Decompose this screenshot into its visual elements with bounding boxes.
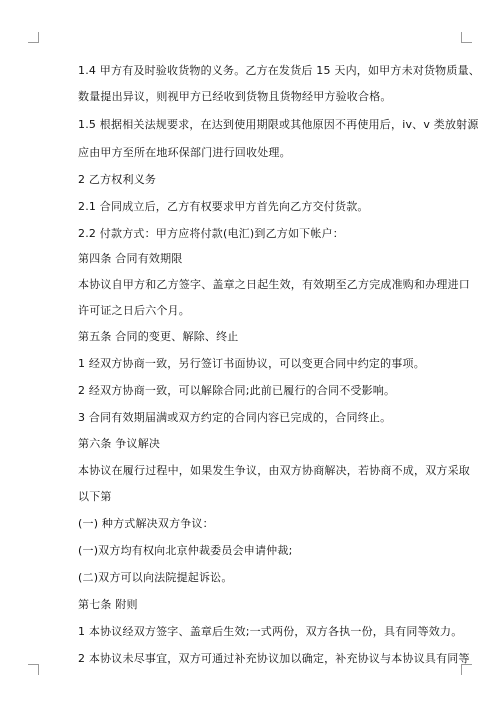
crop-mark-top-left <box>28 32 39 43</box>
section-heading: 第四条 合同有效期限 <box>78 252 183 265</box>
section-heading: 第五条 合同的变更、解除、终止 <box>78 330 239 343</box>
crop-mark-top-right <box>461 32 472 43</box>
section-heading: 第七条 附则 <box>78 598 138 611</box>
text-line: 2.1 合同成立后，乙方有权要求甲方首先向乙方交付货款。 <box>78 200 369 213</box>
text-line: 数量提出异议，则视甲方已经收到货物且货物经甲方验收合格。 <box>78 90 392 103</box>
text-line: 本协议自甲方和乙方签字、盖章之日起生效，有效期至乙方完成准购和办理进口 <box>78 278 470 291</box>
text-line: 1.4 甲方有及时验收货物的义务。乙方在发货后 15 天内，如甲方未对货物质量、 <box>78 64 480 77</box>
text-line: 本协议在履行过程中，如果发生争议，由双方协商解决，若协商不成，双方采取 <box>78 464 470 477</box>
section-heading: 2 乙方权利义务 <box>78 173 157 186</box>
text-line: 2 经双方协商一致，可以解除合同;此前已履行的合同不受影响。 <box>78 384 396 397</box>
section-heading: 第六条 争议解决 <box>78 437 161 450</box>
text-line: 2 本协议未尽事宜，双方可通过补充协议加以确定，补充协议与本协议具有同等 <box>78 652 470 665</box>
text-line: (二)双方可以向法院提起诉讼。 <box>78 571 233 584</box>
text-line: 以下第 <box>78 490 112 503</box>
text-line: 应由甲方至所在地环保部门进行回收处理。 <box>78 146 291 159</box>
text-line: (一)双方均有权向北京仲裁委员会申请仲裁; <box>78 544 293 557</box>
text-line: (一) 种方式解决双方争议： <box>78 517 214 530</box>
crop-mark-bottom-left <box>28 664 39 675</box>
text-line: 1.5 根据相关法规要求，在达到使用期限或其他原因不再使用后，iv、v 类放射源 <box>78 118 479 131</box>
text-line: 1 本协议经双方签字、盖章后生效;一式两份，双方各执一份，具有同等效力。 <box>78 625 463 638</box>
text-line: 2.2 付款方式：甲方应将付款(电汇)到乙方如下帐户： <box>78 227 344 240</box>
text-line: 许可证之日后六个月。 <box>78 304 190 317</box>
text-line: 3 合同有效期届满或双方约定的合同内容已完成的，合同终止。 <box>78 411 392 424</box>
text-line: 1 经双方协商一致，另行签订书面协议，可以变更合同中约定的事项。 <box>78 357 425 370</box>
